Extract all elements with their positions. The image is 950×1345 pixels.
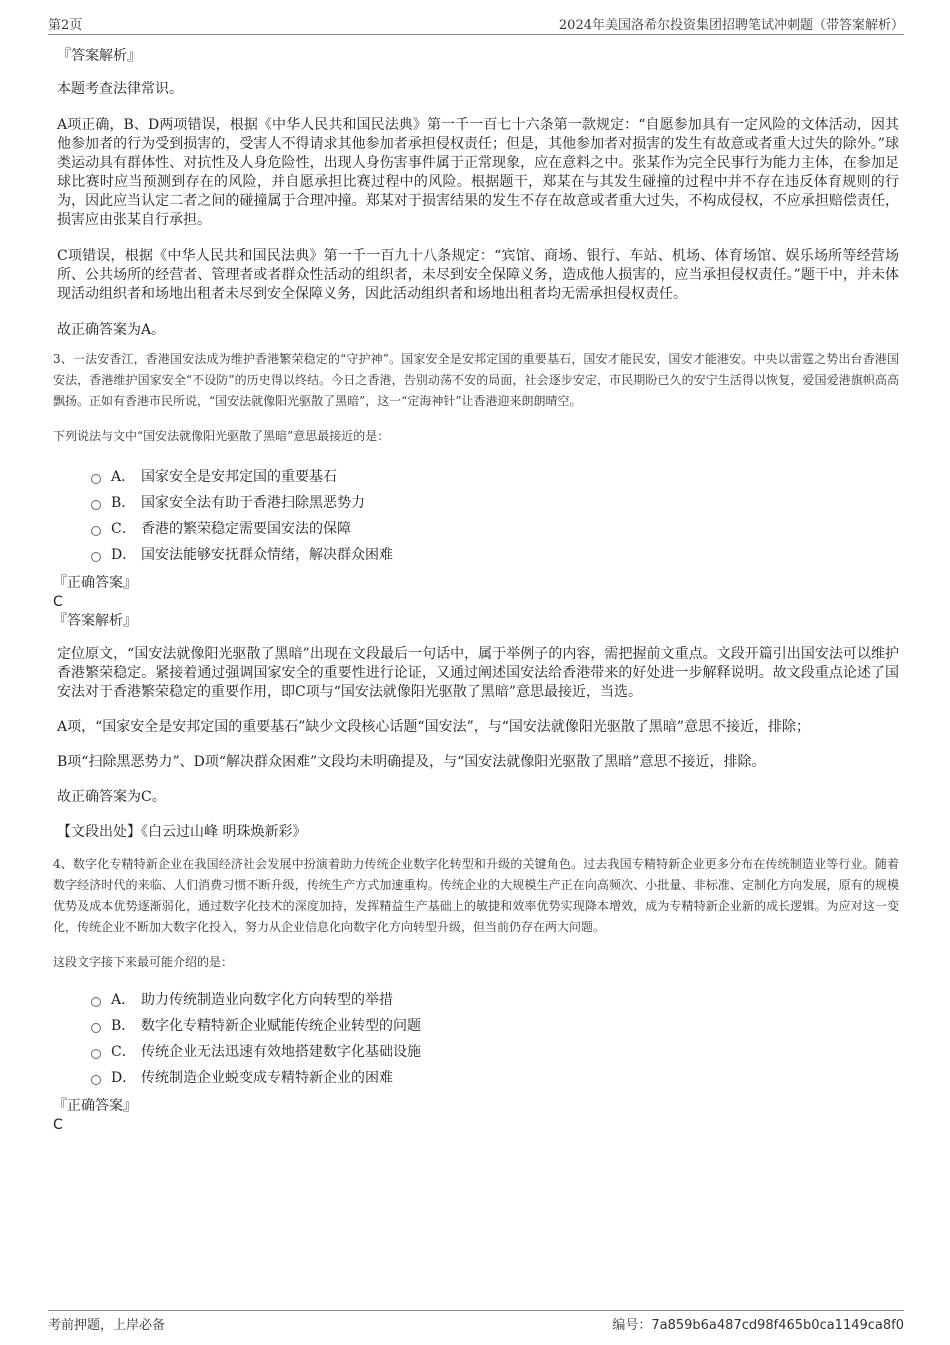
radio-icon[interactable]: [91, 552, 101, 562]
question-prompt: 下列说法与文中“国安法就像阳光驱散了黑暗”意思最接近的是：: [53, 429, 390, 443]
page-number: 第2页: [48, 18, 83, 33]
analysis-label: 『答案解析』: [57, 48, 141, 64]
option-a[interactable]: A． 国家安全是安邦定国的重要基石: [91, 464, 899, 490]
radio-icon[interactable]: [91, 997, 101, 1007]
question-4: [53, 854, 899, 1091]
analysis-label: 『答案解析』: [53, 613, 137, 629]
option-b[interactable]: B． 国家安全法有助于香港扫除黑恶势力: [91, 490, 899, 516]
analysis-paragraph: 本题考查法律常识。: [57, 81, 183, 97]
analysis-paragraph: A项，“国家安全是安邦定国的重要基石”缺少文段核心话题“国安法”，与“国安法就像阳光驱散了黑暗”意思不接近，排除；: [57, 719, 811, 735]
question-3: [53, 349, 899, 568]
source-citation: 【文段出处】《白云过山峰 明珠焕新彩》: [57, 824, 307, 840]
option-b[interactable]: B． 数字化专精特新企业赋能传统企业转型的问题: [91, 1013, 899, 1039]
option-c[interactable]: C． 传统企业无法迅速有效地搭建数字化基础设施: [91, 1039, 899, 1065]
option-d[interactable]: D． 国安法能够安抚群众情绪，解决群众困难: [91, 542, 899, 568]
analysis-paragraph: C项错误，根据《中华人民共和国民法典》第一千一百九十八条规定：“宾馆、商场、银行、车站、机场、体育场馆、娱乐场所等经营场所、公共场所的经营者、管理者或者群众性活动的组织者，未尽到安全保障义务，造成他人损害的，应当承担侵权责任。”题干中，并未体现活动组织者和场地出租者未尽到安全保障义务，因此活动组织者和场地出租者均无需承担侵权责任。: [57, 248, 899, 302]
analysis-paragraph: A项正确，B、D两项错误，根据《中华人民共和国民法典》第一千一百七十六条第一款规定：“自愿参加具有一定风险的文体活动，因其他参加者的行为受到损害的，受害人不得请求其他参加者承担侵权责任；但是，其他参加者对损害的发生有故意或者重大过失的除外。”球类运动具有群体性、对抗性及人身危险性，出现人身伤害事件属于正常现象，应在意料之中。张某作为完全民事行为能力主体，在参加足球比赛时应当预测到存在的风险，并自愿承担比赛过程中的风险。根据题干，郑某在与其发生碰撞的过程中并不存在违反体育规则的行为，因此应当认定二者之间的碰撞属于合理冲撞。郑某对于损害结果的发生不存在故意或者重大过失，不构成侵权，不应承担赔偿责任，损害应由张某自行承担。: [57, 117, 899, 228]
option-d[interactable]: D． 传统制造企业蜕变成专精特新企业的困难: [91, 1065, 899, 1091]
option-list: [53, 987, 899, 1091]
document-id-value: 7a859b6a487cd98f465b0ca1149ca8f0: [651, 1318, 904, 1333]
question-prompt: 这段文字接下来最可能介绍的是：: [53, 955, 234, 969]
option-list: [53, 464, 899, 568]
radio-icon[interactable]: [91, 1023, 101, 1033]
analysis-paragraph: 故正确答案为C。: [57, 789, 166, 805]
radio-icon[interactable]: [91, 1075, 101, 1085]
correct-answer-label: 『正确答案』: [53, 575, 137, 591]
correct-answer: C: [53, 594, 63, 610]
page-footer: [48, 1310, 904, 1331]
option-c[interactable]: C． 香港的繁荣稳定需要国安法的保障: [91, 516, 899, 542]
radio-icon[interactable]: [91, 526, 101, 536]
analysis-paragraph: 故正确答案为A。: [57, 322, 166, 338]
question-stem: 4、数字化专精特新企业在我国经济社会发展中扮演着助力传统企业数字化转型和升级的关键角色。过去我国专精特新企业更多分布在传统制造业等行业。随着数字经济时代的来临、人们消费习惯不断升级，传统生产方式加速重构。传统企业的大规模生产正在向高频次、小批量、非标准、定制化方向发展，原有的规模优势及成本优势逐渐弱化，通过数字化技术的深度加持，发挥精益生产基础上的敏捷和效率优势实现降本增效，成为专精特新企业新的成长逻辑。为应对这一变化，传统企业不断加大数字化投入，努力从企业信息化向数字化方向转型升级，但当前仍存在两大问题。: [53, 857, 899, 934]
analysis-paragraph: B项“扫除黑恶势力”、D项“解决群众困难”文段均未明确提及，与“国安法就像阳光驱散了黑暗”意思不接近，排除。: [57, 754, 766, 770]
question-stem: 3、一法安香江，香港国安法成为维护香港繁荣稳定的“守护神”。国家安全是安邦定国的重要基石，国安才能民安，国安才能港安。中央以雷霆之势出台香港国安法，香港维护国家安全“不设防”的历史得以终结。今日之香港，告别动荡不安的局面，社会逐步安定，市民期盼已久的安宁生活得以恢复，爱国爱港旗帜高高飘扬。正如有香港市民所说，“国安法就像阳光驱散了黑暗”，这一“定海神针”让香港迎来朗朗晴空。: [53, 352, 899, 408]
correct-answer-label: 『正确答案』: [53, 1098, 137, 1114]
page-header: [48, 14, 904, 35]
radio-icon[interactable]: [91, 1049, 101, 1059]
footer-slogan: 考前押题，上岸必备: [48, 1318, 166, 1333]
page-content: [53, 47, 899, 1135]
radio-icon[interactable]: [91, 500, 101, 510]
analysis-paragraph: 定位原文，“国安法就像阳光驱散了黑暗”出现在文段最后一句话中，属于举例子的内容，需把握前文重点。文段开篇引出国安法可以维护香港繁荣稳定。紧接着通过强调国家安全的重要性进行论证，又通过阐述国安法给香港带来的好处进一步解释说明。故文段重点论述了国安法对于香港繁荣稳定的重要作用，即C项与“国安法就像阳光驱散了黑暗”意思最接近，当选。: [57, 646, 899, 700]
document-id: [612, 1314, 904, 1333]
document-title: 2024年美国洛希尔投资集团招聘笔试冲刺题（带答案解析）: [558, 18, 904, 33]
option-a[interactable]: A． 助力传统制造业向数字化方向转型的举措: [91, 987, 899, 1013]
correct-answer: C: [53, 1117, 63, 1133]
document-id-label: 编号：: [612, 1318, 652, 1333]
radio-icon[interactable]: [91, 474, 101, 484]
